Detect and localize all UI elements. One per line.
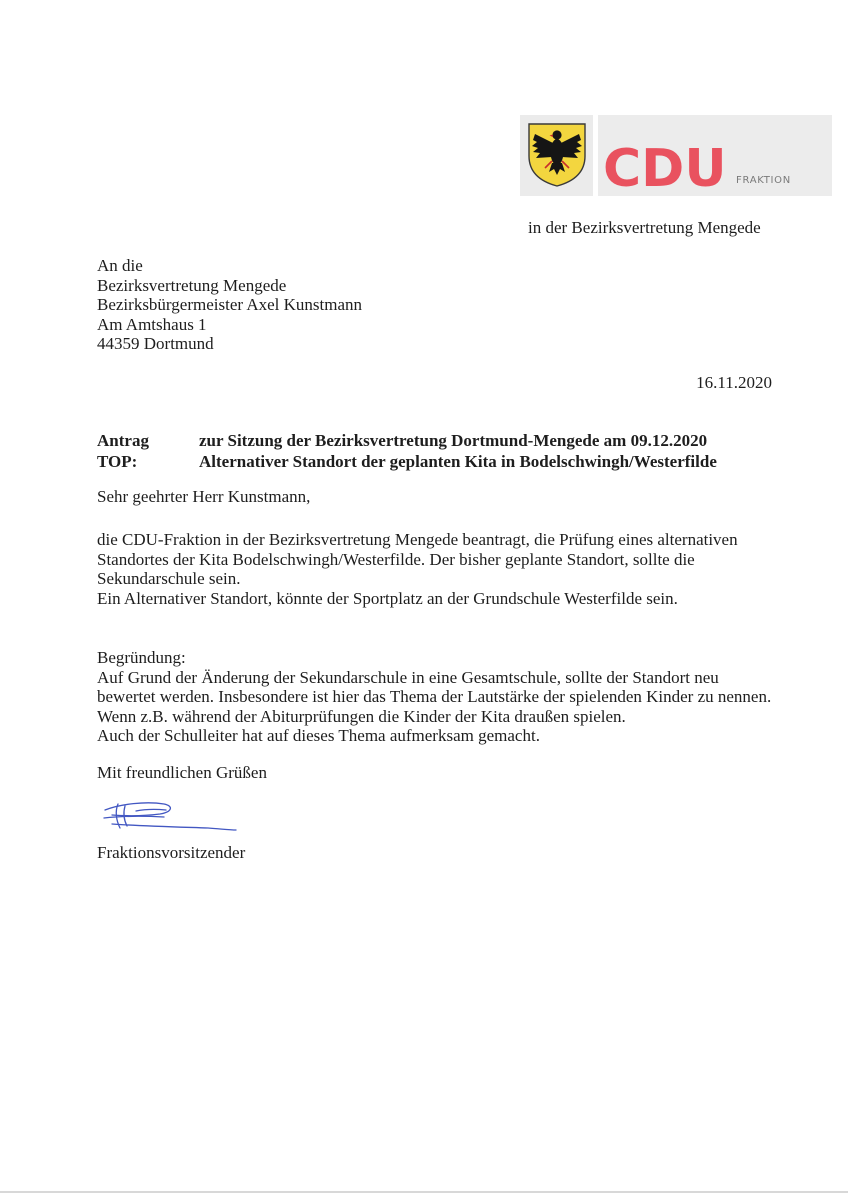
antrag-text: zur Sitzung der Bezirksvertretung Dortmund-Mengede am 09.12.2020 bbox=[199, 431, 708, 450]
recipient-line: 44359 Dortmund bbox=[97, 334, 214, 353]
dortmund-eagle-shield-icon bbox=[527, 122, 587, 188]
antrag-label: Antrag bbox=[97, 431, 149, 450]
reasoning-line: Wenn z.B. während der Abiturprüfungen die Kinder der Kita draußen spielen. bbox=[97, 706, 626, 726]
reasoning-line: Auch der Schulleiter hat auf dieses Thema aufmerksam gemacht. bbox=[97, 726, 540, 745]
recipient-line: Am Amtshaus 1 bbox=[97, 314, 207, 334]
body-line: die CDU-Fraktion in der Bezirksvertretung Mengede beantragt, die Prüfung eines alternativen bbox=[97, 530, 738, 549]
reasoning-label: Begründung: bbox=[97, 648, 186, 667]
scan-edge-line bbox=[0, 1191, 848, 1193]
reasoning-line: bewertet werden. Insbesondere ist hier das Thema der Lautstärke der spielenden Kinder zu nennen. bbox=[97, 687, 772, 706]
reasoning-line: Auf Grund der Änderung der Sekundarschule in eine Gesamtschule, sollte der Standort neu bbox=[97, 667, 719, 687]
body-line: Sekundarschule sein. bbox=[97, 569, 241, 589]
cdu-logo-suffix: FRAKTION bbox=[736, 175, 791, 186]
subject-row-top bbox=[97, 451, 717, 472]
reasoning-paragraph bbox=[97, 648, 771, 746]
recipient-line: Bezirksbürgermeister Axel Kunstmann bbox=[97, 295, 363, 314]
closing: Mit freundlichen Grüßen bbox=[97, 763, 267, 782]
signer-role: Fraktionsvorsitzender bbox=[97, 843, 246, 862]
recipient-line: Bezirksvertretung Mengede bbox=[97, 275, 287, 295]
body-line: Ein Alternativer Standort, könnte der Sportplatz an der Grundschule Westerfilde sein. bbox=[97, 588, 678, 608]
recipient-line: An die bbox=[97, 256, 143, 275]
body-paragraph bbox=[97, 530, 738, 608]
top-text: Alternativer Standort der geplanten Kita in Bodelschwingh/Westerfilde bbox=[199, 452, 717, 471]
salutation: Sehr geehrter Herr Kunstmann, bbox=[97, 487, 311, 506]
handwritten-signature-icon bbox=[98, 798, 240, 836]
body-line: Standortes der Kita Bodelschwingh/Westerfilde. Der bisher geplante Standort, sollte die bbox=[97, 549, 695, 569]
letterhead-subtitle: in der Bezirksvertretung Mengede bbox=[528, 218, 761, 237]
subject-block bbox=[97, 430, 717, 472]
letter-date: 16.11.2020 bbox=[696, 373, 772, 392]
subject-row-antrag bbox=[97, 430, 717, 451]
cdu-logo-wordmark: CDU bbox=[603, 139, 727, 199]
top-label: TOP: bbox=[97, 452, 138, 471]
recipient-address bbox=[97, 256, 362, 354]
